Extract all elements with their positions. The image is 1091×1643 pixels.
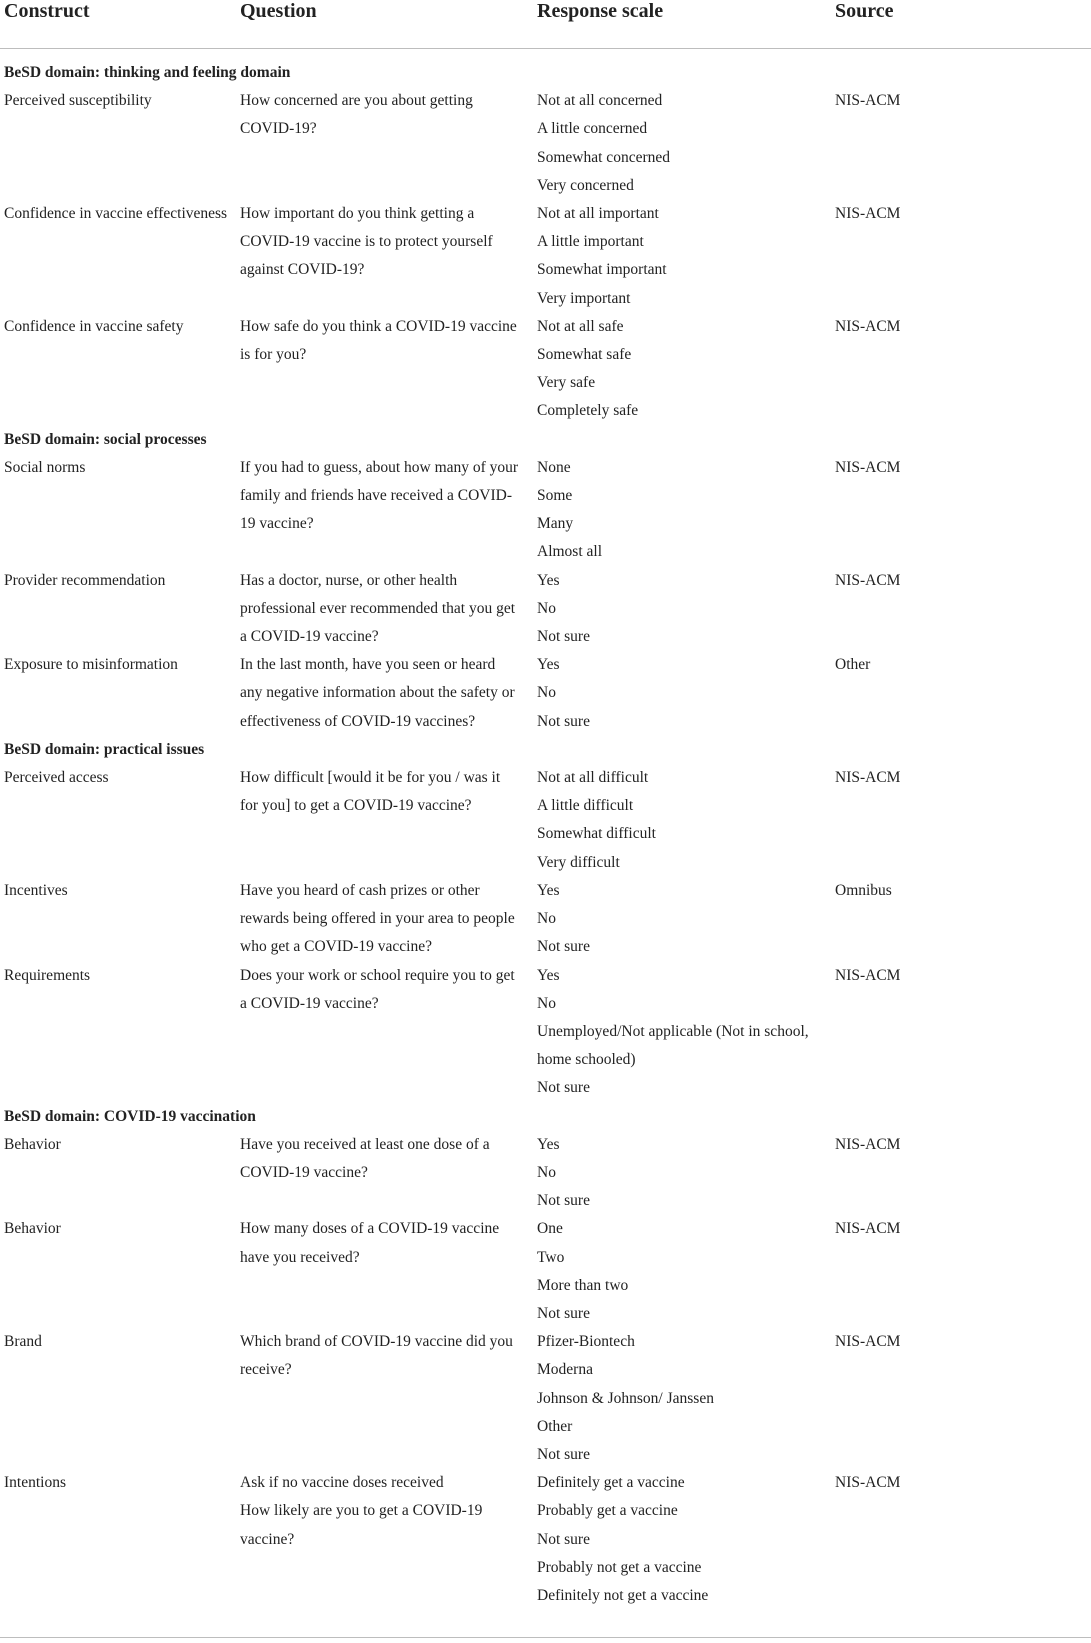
response-option: None (537, 458, 571, 476)
response-option: Many (537, 515, 574, 533)
response-option: A little difficult (537, 797, 634, 815)
response-option: Not at all concerned (537, 92, 663, 110)
source-cell: NIS-ACM (835, 1474, 901, 1492)
response-option: Yes (537, 881, 560, 899)
response-scale-cell (535, 1469, 833, 1610)
source-cell: Other (835, 656, 871, 674)
response-option: Definitely get a vaccine (537, 1474, 685, 1492)
response-option: Completely safe (537, 402, 639, 420)
question-cell (238, 1215, 535, 1328)
table-body (0, 49, 1091, 1611)
table-row (0, 651, 1091, 736)
construct-cell: Brand (4, 1333, 42, 1351)
response-option: Pfizer-Biontech (537, 1333, 635, 1351)
question-cell (238, 200, 535, 313)
table-row (0, 567, 1091, 652)
domain-row (0, 49, 1091, 88)
table-row (0, 87, 1091, 200)
source-cell: NIS-ACM (835, 571, 901, 589)
question-text: Does your work or school require you to get a COVID-19 vaccine? (240, 966, 515, 1012)
domain-heading: BeSD domain: social processes (4, 430, 207, 448)
response-option: Yes (537, 571, 560, 589)
response-option: A little concerned (537, 120, 648, 138)
source-cell: NIS-ACM (835, 317, 901, 335)
response-scale-cell (535, 313, 833, 426)
response-option: Unemployed/Not applicable (Not in school, home schooled) (537, 1022, 809, 1069)
question-text: How safe do you think a COVID-19 vaccine is for you? (240, 317, 517, 364)
construct-cell: Behavior (4, 1220, 61, 1238)
construct-cell: Intentions (4, 1474, 66, 1492)
question-cell (238, 962, 535, 1103)
table-row (0, 1215, 1091, 1328)
response-option: Not sure (537, 938, 590, 956)
response-option: Other (537, 1417, 573, 1435)
response-option: Probably get a vaccine (537, 1502, 678, 1520)
response-option: Not at all difficult (537, 769, 649, 787)
question-text: Have you received at least one dose of a COVID-19 vaccine? (240, 1135, 490, 1181)
construct-cell: Perceived access (4, 769, 109, 787)
header-row (0, 0, 1091, 49)
source-cell: NIS-ACM (835, 769, 901, 787)
domain-row (0, 426, 1091, 454)
response-option: A little important (537, 233, 644, 251)
table-header (0, 0, 1091, 49)
response-option: Not sure (537, 1445, 590, 1463)
table-row (0, 962, 1091, 1103)
domain-heading: BeSD domain: thinking and feeling domain (4, 64, 291, 81)
response-option: Very safe (537, 374, 596, 392)
question-cell (238, 454, 535, 567)
construct-cell: Incentives (4, 881, 68, 899)
construct-cell: Behavior (4, 1135, 61, 1153)
response-option: Somewhat safe (537, 346, 632, 364)
header-response-scale: Response scale (535, 0, 833, 49)
question-text: Ask if no vaccine doses received (240, 1474, 444, 1492)
response-option: No (537, 994, 556, 1012)
response-option: Very important (537, 289, 631, 307)
question-cell (238, 567, 535, 652)
response-option: Not at all important (537, 205, 659, 223)
question-text: In the last month, have you seen or heard any negative information about the safety or effectiveness of COVID-19 vaccines? (240, 656, 515, 730)
header-source: Source (833, 0, 1091, 49)
question-cell (238, 1328, 535, 1469)
table-row (0, 1469, 1091, 1610)
response-scale-cell (535, 454, 833, 567)
response-option: Probably not get a vaccine (537, 1558, 702, 1576)
response-option: Moderna (537, 1361, 593, 1379)
source-cell: NIS-ACM (835, 1135, 901, 1153)
response-option: Yes (537, 656, 560, 674)
response-option: Not sure (537, 1079, 590, 1097)
response-option: Almost all (537, 543, 603, 561)
response-option: Yes (537, 966, 560, 984)
response-option: Not sure (537, 1304, 590, 1322)
response-option: Very concerned (537, 176, 634, 194)
question-cell (238, 764, 535, 877)
question-text: How important do you think getting a COVID-19 vaccine is to protect yourself against COVID-19? (240, 205, 493, 279)
response-scale-cell (535, 877, 833, 962)
question-cell (238, 1131, 535, 1216)
response-option: Yes (537, 1135, 560, 1153)
construct-cell: Requirements (4, 966, 91, 984)
response-scale-cell (535, 764, 833, 877)
response-option: Not sure (537, 628, 590, 646)
question-cell (238, 87, 535, 200)
question-text: Which brand of COVID-19 vaccine did you receive? (240, 1333, 513, 1379)
source-cell: NIS-ACM (835, 92, 901, 110)
header-question: Question (238, 0, 535, 49)
response-scale-cell (535, 200, 833, 313)
response-scale-cell (535, 651, 833, 736)
response-option: Very difficult (537, 853, 620, 871)
question-text: How likely are you to get a COVID-19 vaccine? (240, 1502, 483, 1548)
source-cell: NIS-ACM (835, 205, 901, 223)
response-option: Not sure (537, 712, 590, 730)
response-option: No (537, 910, 556, 928)
question-cell (238, 1469, 535, 1610)
response-option: Somewhat important (537, 261, 667, 279)
header-construct: Construct (0, 0, 238, 49)
response-scale-cell (535, 87, 833, 200)
response-option: Not sure (537, 1530, 590, 1548)
construct-cell: Perceived susceptibility (4, 92, 152, 110)
domain-heading: BeSD domain: practical issues (4, 740, 205, 758)
source-cell: NIS-ACM (835, 458, 901, 476)
construct-cell: Confidence in vaccine safety (4, 317, 184, 335)
question-cell (238, 313, 535, 426)
table-row (0, 454, 1091, 567)
source-cell: NIS-ACM (835, 1333, 901, 1351)
source-cell: NIS-ACM (835, 966, 901, 984)
source-cell: NIS-ACM (835, 1220, 901, 1238)
response-option: No (537, 599, 556, 617)
response-option: Definitely not get a vaccine (537, 1586, 709, 1604)
question-text: How many doses of a COVID-19 vaccine have you received? (240, 1220, 500, 1266)
response-option: More than two (537, 1276, 629, 1294)
table-row (0, 313, 1091, 426)
construct-cell: Exposure to misinformation (4, 656, 178, 674)
response-option: Somewhat difficult (537, 825, 656, 843)
response-scale-cell (535, 1215, 833, 1328)
question-text: Has a doctor, nurse, or other health professional ever recommended that you get a COVID-19 vaccine? (240, 571, 516, 646)
response-scale-cell (535, 1131, 833, 1216)
response-option: Somewhat concerned (537, 148, 670, 166)
construct-cell: Social norms (4, 458, 86, 476)
table-row (0, 764, 1091, 877)
response-option: Not at all safe (537, 317, 624, 335)
response-option: No (537, 1163, 556, 1181)
table-bottom-rule (0, 1637, 1091, 1638)
domain-heading: BeSD domain: COVID-19 vaccination (4, 1107, 256, 1125)
source-cell: Omnibus (835, 881, 892, 899)
question-cell (238, 877, 535, 962)
question-cell (238, 651, 535, 736)
response-scale-cell (535, 567, 833, 652)
response-option: Two (537, 1248, 565, 1266)
response-scale-cell (535, 962, 833, 1103)
question-text: If you had to guess, about how many of your family and friends have received a COVID-19 vaccine? (240, 458, 519, 533)
table-row (0, 877, 1091, 962)
response-scale-cell (535, 1328, 833, 1469)
domain-row (0, 736, 1091, 764)
question-text: Have you heard of cash prizes or other rewards being offered in your area to people who get a COVID-19 vaccine? (240, 881, 515, 956)
response-option: Not sure (537, 1192, 590, 1210)
construct-cell: Confidence in vaccine effectiveness (4, 205, 228, 223)
question-text: How difficult [would it be for you / was it for you] to get a COVID-19 vaccine? (240, 769, 501, 815)
table-row (0, 1328, 1091, 1469)
table-row (0, 200, 1091, 313)
question-text: How concerned are you about getting COVID-19? (240, 92, 473, 138)
response-option: Some (537, 487, 573, 505)
construct-cell: Provider recommendation (4, 571, 166, 589)
table-row (0, 1131, 1091, 1216)
response-option: No (537, 684, 556, 702)
response-option: One (537, 1220, 563, 1238)
response-option: Johnson & Johnson/ Janssen (537, 1389, 714, 1407)
domain-row (0, 1103, 1091, 1131)
